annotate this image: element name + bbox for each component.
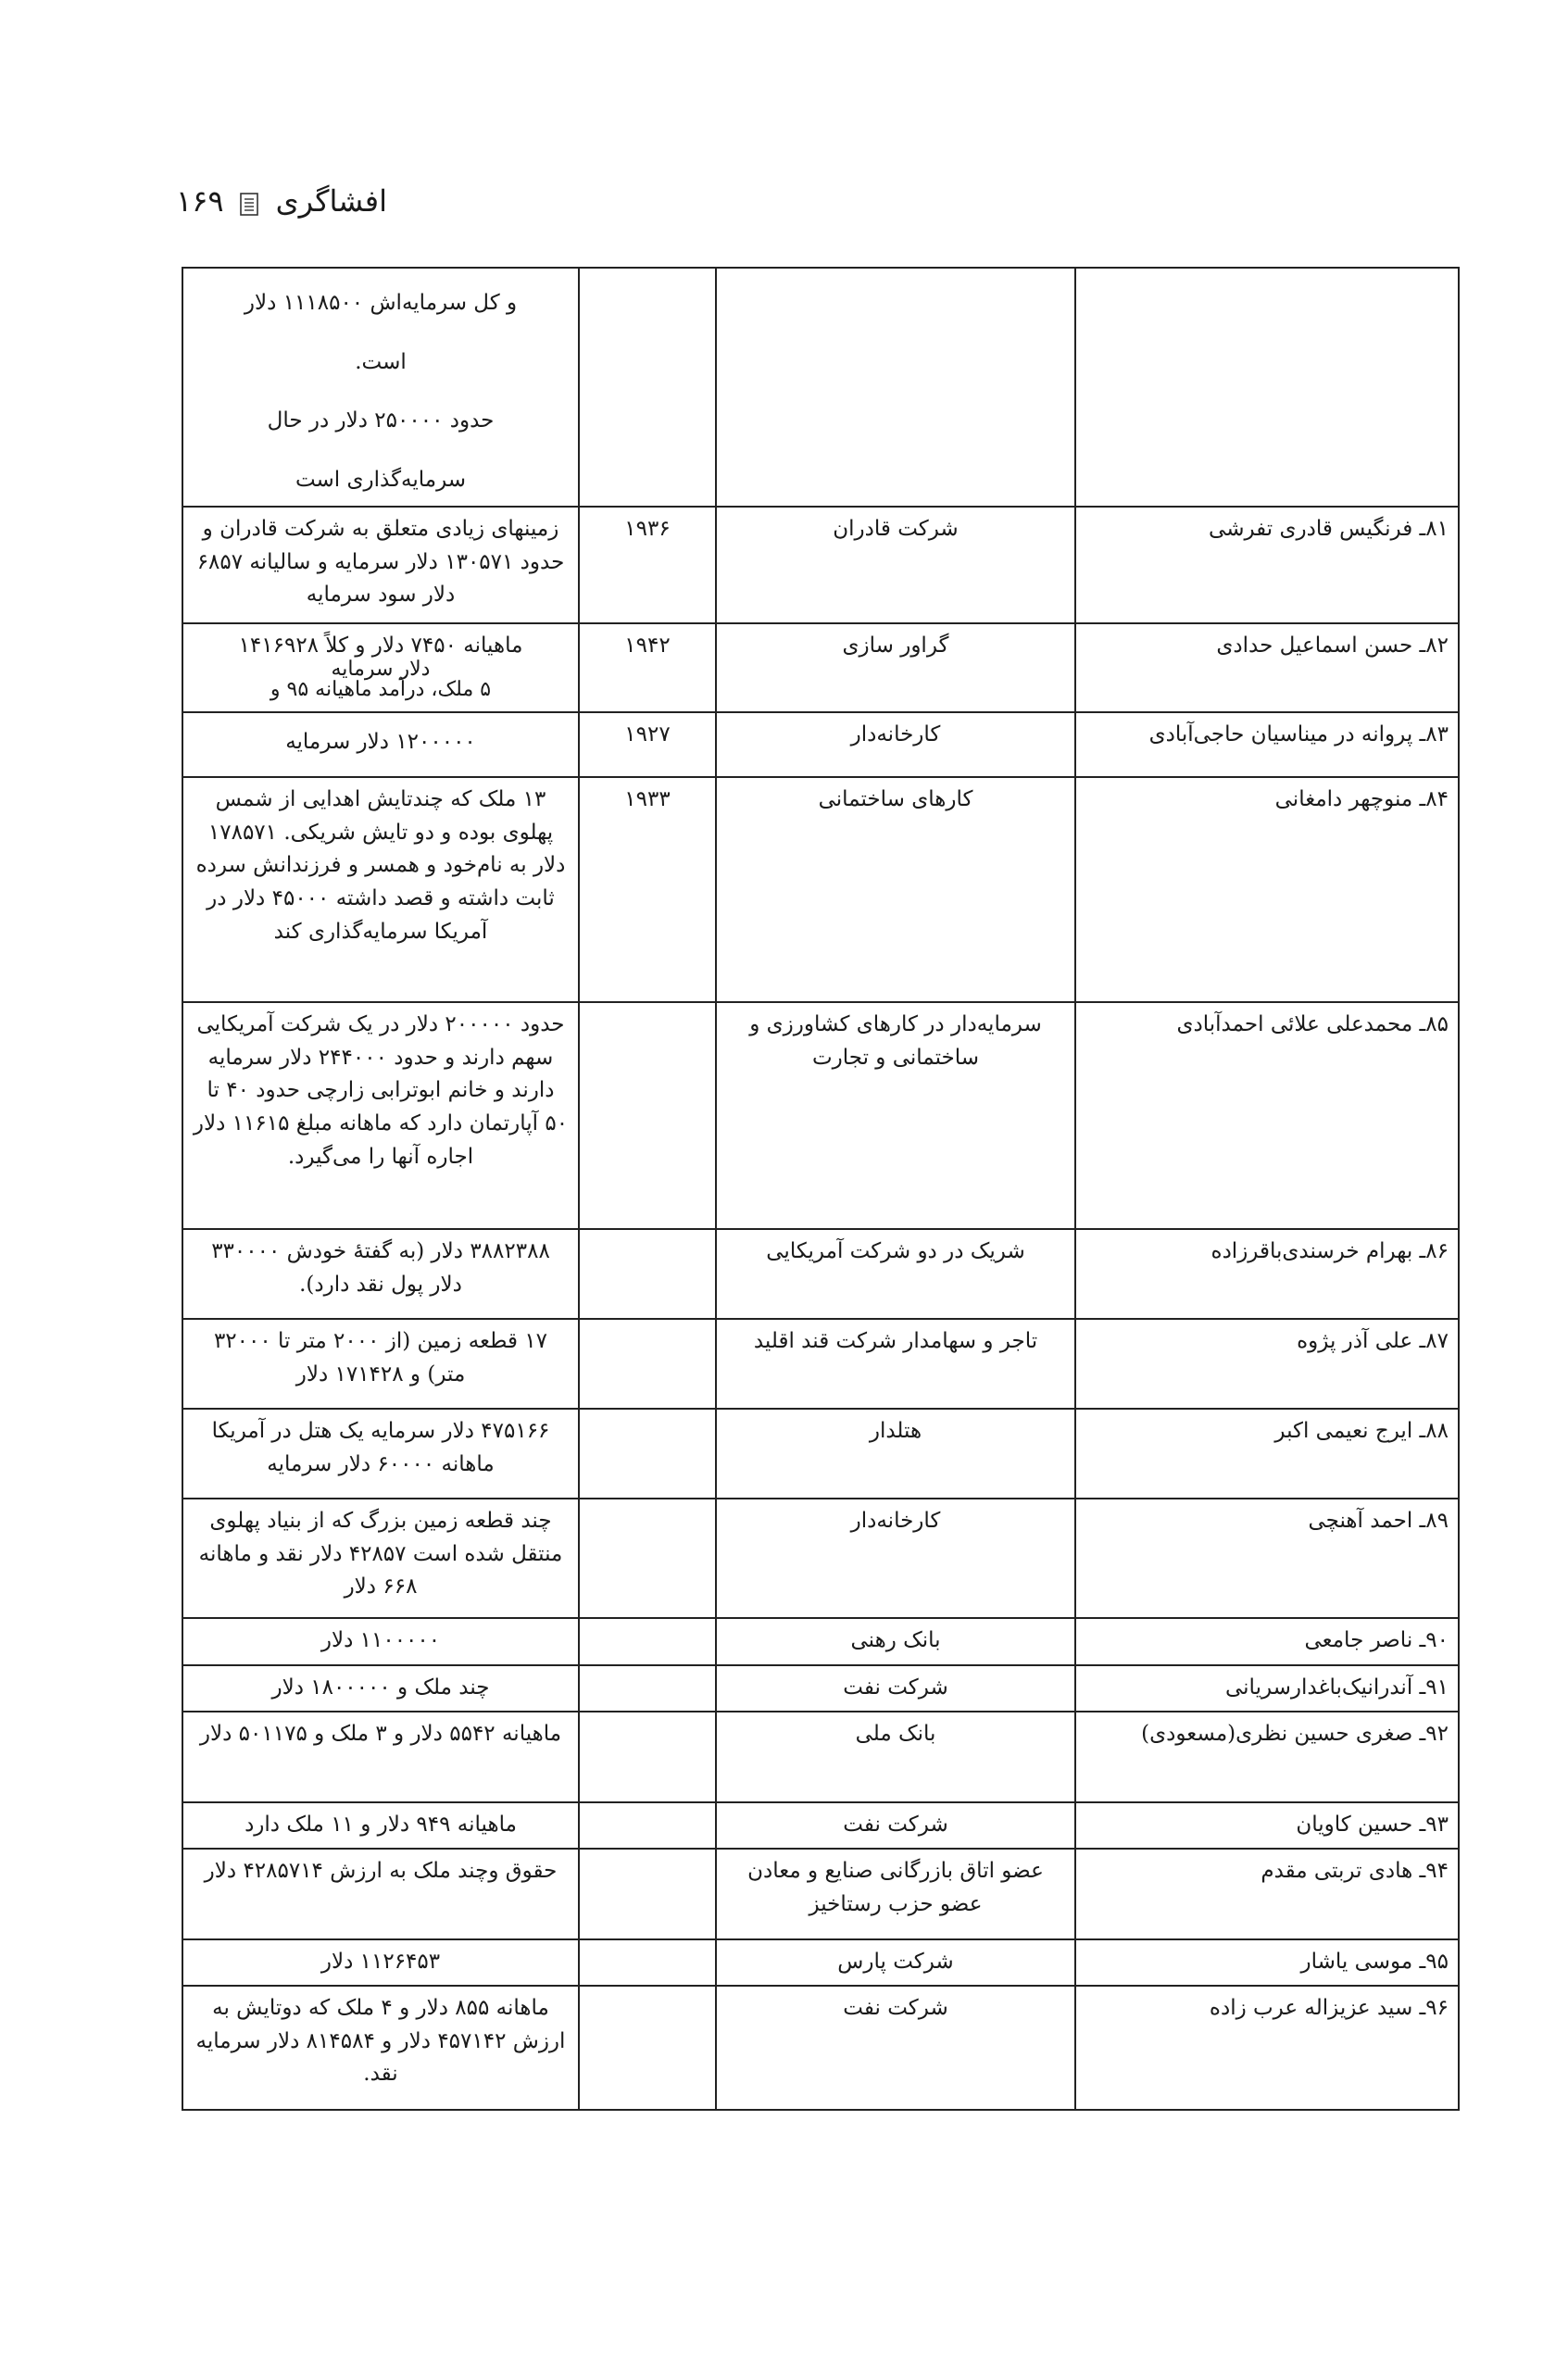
wealth-cell: ۱۲۰۰۰۰۰ دلار سرمایه bbox=[182, 712, 579, 777]
name-cell: ۸۱ـ فرنگیس قادری تفرشی bbox=[1075, 507, 1459, 623]
table-row bbox=[182, 1499, 1459, 1618]
table-row bbox=[182, 623, 1459, 712]
wealth-line: است. bbox=[355, 349, 407, 374]
wealth-cell: ۱۳ ملک که چندتایش اهدایی از شمس پهلوی بوده و دو تایش شریکی. ۱۷۸۵۷۱ دلار به نام‌خود و همسر و فرزندانش سرده ثابت داشته و قصد داشته ۴۵۰۰۰ دلار در آمریکا سرمایه‌گذاری کند bbox=[182, 777, 579, 1002]
year-cell bbox=[579, 1986, 716, 2110]
table-row bbox=[182, 1409, 1459, 1499]
year-cell bbox=[579, 1939, 716, 1986]
table-row bbox=[182, 1986, 1459, 2110]
year-cell bbox=[579, 1499, 716, 1618]
year-cell: ۱۹۳۶ bbox=[579, 507, 716, 623]
year-cell bbox=[579, 1849, 716, 1939]
wealth-line: ۵ ملک، درآمد ماهیانه ۹۵ و bbox=[270, 677, 492, 701]
year-cell bbox=[579, 1409, 716, 1499]
wealth-line: سرمایه‌گذاری است bbox=[295, 467, 467, 492]
book-title: افشاگری bbox=[275, 183, 387, 219]
year-cell bbox=[579, 1618, 716, 1665]
wealth-cell: حقوق وچند ملک به ارزش ۴۲۸۵۷۱۴ دلار bbox=[182, 1849, 579, 1939]
wealth-table bbox=[182, 267, 1460, 2111]
name-cell: ۹۰ـ ناصر جامعی bbox=[1075, 1618, 1459, 1665]
wealth-line: ماهیانه ۷۴۵۰ دلار و کلاً ۱۴۱۶۹۲۸ bbox=[238, 634, 523, 658]
year-cell: ۱۹۳۳ bbox=[579, 777, 716, 1002]
job-cell bbox=[716, 268, 1075, 507]
wealth-cell bbox=[182, 268, 579, 507]
year-cell bbox=[579, 1319, 716, 1409]
job-cell: شریک در دو شرکت آمریکایی bbox=[716, 1229, 1075, 1319]
wealth-cell: ۱۱۰۰۰۰۰ دلار bbox=[182, 1618, 579, 1665]
job-cell: شرکت نفت bbox=[716, 1802, 1075, 1849]
page-header bbox=[176, 183, 387, 219]
table-row bbox=[182, 1802, 1459, 1849]
year-cell bbox=[579, 1229, 716, 1319]
name-cell: ۸۷ـ علی آذر پژوه bbox=[1075, 1319, 1459, 1409]
name-cell: ۸۹ـ احمد آهنچی bbox=[1075, 1499, 1459, 1618]
name-cell: ۹۴ـ هادی تربتی مقدم bbox=[1075, 1849, 1459, 1939]
job-cell: شرکت قادران bbox=[716, 507, 1075, 623]
job-cell: شرکت نفت bbox=[716, 1986, 1075, 2110]
job-cell: بانک رهنی bbox=[716, 1618, 1075, 1665]
wealth-cell: حدود ۲۰۰۰۰۰ دلار در یک شرکت آمریکایی سهم دارند و حدود ۲۴۴۰۰۰ دلار سرمایه دارند و خانم ابوترابی زارچی حدود ۴۰ تا ۵۰ آپارتمان دارد که ماهانه مبلغ ۱۱۶۱۵ دلار اجاره آنها را می‌گیرد. bbox=[182, 1002, 579, 1229]
table-row bbox=[182, 712, 1459, 777]
job-cell: کارهای ساختمانی bbox=[716, 777, 1075, 1002]
wealth-cell: ۳۸۸۲۳۸۸ دلار (به گفتهٔ خودش ۳۳۰۰۰۰ دلار پول نقد دارد). bbox=[182, 1229, 579, 1319]
wealth-cell: ۴۷۵۱۶۶ دلار سرمایه یک هتل در آمریکا ماهانه ۶۰۰۰۰ دلار سرمایه bbox=[182, 1409, 579, 1499]
year-cell bbox=[579, 1712, 716, 1802]
name-cell: ۸۸ـ ایرج نعیمی اکبر bbox=[1075, 1409, 1459, 1499]
table-row bbox=[182, 1849, 1459, 1939]
table-row bbox=[182, 1712, 1459, 1802]
name-cell: ۸۳ـ پروانه در میناسیان حاجی‌آبادی bbox=[1075, 712, 1459, 777]
wealth-cell: چند قطعه زمین بزرگ که از بنیاد پهلوی منتقل شده است ۴۲۸۵۷ دلار نقد و ماهانه ۶۶۸ دلار bbox=[182, 1499, 579, 1618]
wealth-cell: ماهیانه ۵۵۴۲ دلار و ۳ ملک و ۵۰۱۱۷۵ دلار bbox=[182, 1712, 579, 1802]
year-cell bbox=[579, 1802, 716, 1849]
wealth-line: و کل سرمایه‌اش ۱۱۱۸۵۰۰ دلار bbox=[244, 291, 518, 315]
wealth-cell: ۱۱۲۶۴۵۳ دلار bbox=[182, 1939, 579, 1986]
job-cell: گراور سازی bbox=[716, 623, 1075, 712]
name-cell: ۸۶ـ بهرام خرسندی‌باقرزاده bbox=[1075, 1229, 1459, 1319]
job-cell: هتلدار bbox=[716, 1409, 1075, 1499]
job-cell: عضو اتاق بازرگانی صنایع و معادن عضو حزب رستاخیز bbox=[716, 1849, 1075, 1939]
table-row bbox=[182, 1665, 1459, 1712]
job-cell: کارخانه‌دار bbox=[716, 712, 1075, 777]
name-cell: ۸۵ـ محمدعلی علائی احمدآبادی bbox=[1075, 1002, 1459, 1229]
year-cell bbox=[579, 1665, 716, 1712]
name-cell: ۹۶ـ سید عزیزاله عرب زاده bbox=[1075, 1986, 1459, 2110]
wealth-cell: ۱۷ قطعه زمین (از ۲۰۰۰ متر تا ۳۲۰۰۰ متر) و ۱۷۱۴۲۸ دلار bbox=[182, 1319, 579, 1409]
year-cell bbox=[579, 268, 716, 507]
table-row bbox=[182, 1229, 1459, 1319]
wealth-cell bbox=[182, 623, 579, 712]
job-cell: سرمایه‌دار در کارهای کشاورزی و ساختمانی و تجارت bbox=[716, 1002, 1075, 1229]
name-cell: ۹۲ـ صغری حسین نظری(مسعودی) bbox=[1075, 1712, 1459, 1802]
table-row bbox=[182, 777, 1459, 1002]
job-cell: شرکت پارس bbox=[716, 1939, 1075, 1986]
name-cell: ۹۳ـ حسین کاویان bbox=[1075, 1802, 1459, 1849]
year-cell: ۱۹۲۷ bbox=[579, 712, 716, 777]
wealth-cell: ماهانه ۸۵۵ دلار و ۴ ملک که دوتایش به ارزش ۴۵۷۱۴۲ دلار و ۸۱۴۵۸۴ دلار سرمایه نقد. bbox=[182, 1986, 579, 2110]
wealth-cell: زمینهای زیادی متعلق به شرکت قادران و حدود ۱۳۰۵۷۱ دلار سرمایه و سالیانه ۶۸۵۷ دلار سود سرمایه bbox=[182, 507, 579, 623]
name-cell: ۸۲ـ حسن اسماعیل حدادی bbox=[1075, 623, 1459, 712]
wealth-cell: ماهیانه ۹۴۹ دلار و ۱۱ ملک دارد bbox=[182, 1802, 579, 1849]
year-cell bbox=[579, 1002, 716, 1229]
overlapping-text bbox=[193, 657, 569, 701]
table-row bbox=[182, 507, 1459, 623]
job-cell: شرکت نفت bbox=[716, 1665, 1075, 1712]
name-cell: ۹۱ـ آندرانیک‌باغدارسریانی bbox=[1075, 1665, 1459, 1712]
job-cell: بانک ملی bbox=[716, 1712, 1075, 1802]
table-row bbox=[182, 1002, 1459, 1229]
job-cell: کارخانه‌دار bbox=[716, 1499, 1075, 1618]
name-cell: ۸۴ـ منوچهر دامغانی bbox=[1075, 777, 1459, 1002]
table-row bbox=[182, 1939, 1459, 1986]
wealth-line: دلار سرمایه bbox=[331, 657, 431, 681]
wealth-cell: چند ملک و ۱۸۰۰۰۰۰ دلار bbox=[182, 1665, 579, 1712]
document-icon bbox=[239, 189, 261, 213]
name-cell bbox=[1075, 268, 1459, 507]
wealth-line: حدود ۲۵۰۰۰۰ دلار در حال bbox=[267, 408, 495, 433]
table-row bbox=[182, 1618, 1459, 1665]
page-number: ۱۶۹ bbox=[176, 183, 224, 219]
name-cell: ۹۵ـ موسی یاشار bbox=[1075, 1939, 1459, 1986]
job-cell: تاجر و سهامدار شرکت قند اقلید bbox=[716, 1319, 1075, 1409]
table-row bbox=[182, 1319, 1459, 1409]
table-row bbox=[182, 268, 1459, 507]
year-cell: ۱۹۴۲ bbox=[579, 623, 716, 712]
